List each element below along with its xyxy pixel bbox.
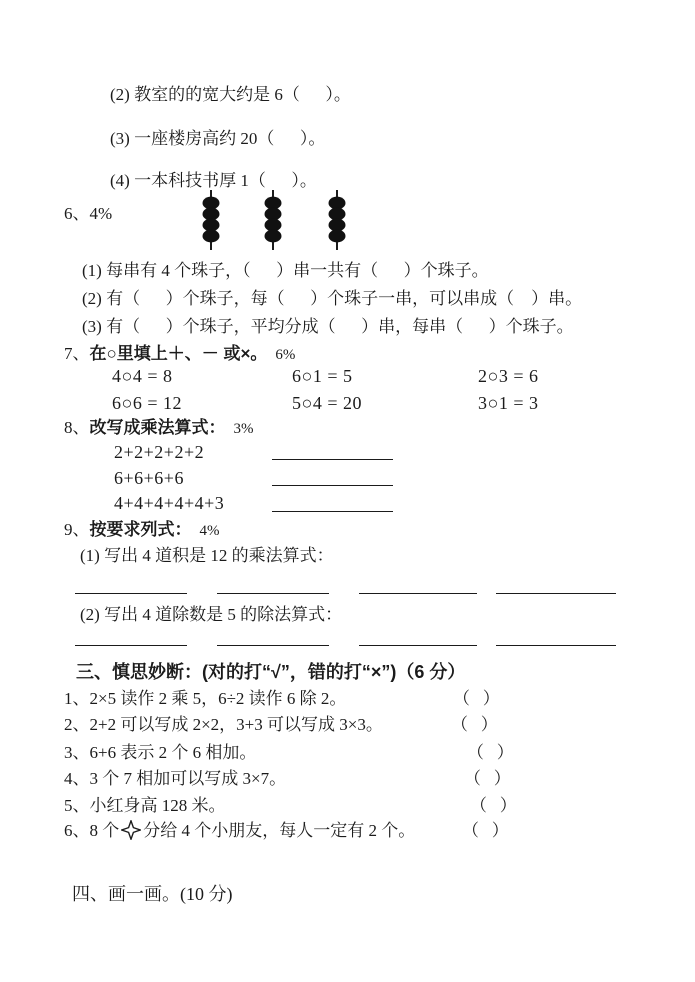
equation: 2○3 = 6 xyxy=(478,366,539,386)
question-9-title: 按要求列式： xyxy=(89,520,192,539)
addition-expression: 6+6+6+6 xyxy=(114,468,184,488)
equation: 5○4 = 20 xyxy=(292,393,363,413)
fill-item-2: (2) 教室的的宽大约是 6（ ）。 xyxy=(110,85,351,104)
bead-string-icon xyxy=(199,190,223,250)
q9-subitem-2: (2) 写出 4 道除数是 5 的除法算式： xyxy=(80,605,343,624)
tf-item-5: 5、小红身高 128 米。 xyxy=(64,796,226,815)
equation: 6○1 = 5 xyxy=(292,366,353,386)
tf-item-6 xyxy=(64,820,415,843)
q6-subitem-3: (3) 有（ ）个珠子，平均分成（ ）串，每串（ ）个珠子。 xyxy=(82,317,574,336)
question-6-label xyxy=(64,203,112,226)
answer-paren: （ ） xyxy=(453,689,500,708)
question-8-score: 3% xyxy=(233,421,254,437)
answer-paren: （ ） xyxy=(451,715,498,734)
answer-paren: （ ） xyxy=(467,743,514,762)
question-6-number: 6、 xyxy=(64,204,90,223)
question-8-heading xyxy=(64,417,254,440)
answer-paren: （ ） xyxy=(464,769,511,788)
question-7-number: 7、 xyxy=(64,344,90,363)
bead-string-icon xyxy=(325,190,349,250)
addition-expression: 2+2+2+2+2 xyxy=(114,442,205,462)
answer-blank-line xyxy=(272,485,393,486)
answer-paren: （ ） xyxy=(470,796,517,815)
q6-subitem-1: (1) 每串有 4 个珠子，（ ）串一共有（ ）个珠子。 xyxy=(82,261,489,280)
question-7-heading xyxy=(64,343,295,366)
question-9-number: 9、 xyxy=(64,520,90,539)
equation: 4○4 = 8 xyxy=(112,366,173,386)
tf-item-4: 4、3 个 7 相加可以写成 3×7。 xyxy=(64,769,287,788)
answer-blank-line xyxy=(272,459,393,460)
tf-item-6-text-before: 6、8 个 xyxy=(64,821,120,840)
bead-string-icon xyxy=(261,190,285,250)
fill-item-3: (3) 一座楼房高约 20（ ）。 xyxy=(110,129,326,148)
question-8-title: 改写成乘法算式： xyxy=(89,418,226,437)
answer-blank-line xyxy=(75,645,187,646)
question-9-score: 4% xyxy=(199,523,220,539)
answer-blank-line xyxy=(359,645,477,646)
question-6-score: 4% xyxy=(89,204,113,223)
tf-item-6-text-after: 分给 4 个小朋友，每人一定有 2 个。 xyxy=(143,821,416,840)
answer-blank-line xyxy=(272,511,393,512)
answer-blank-line xyxy=(496,645,616,646)
tf-item-2: 2、2+2 可以写成 2×2，3+3 可以写成 3×3。 xyxy=(64,715,383,734)
equation: 3○1 = 3 xyxy=(478,393,539,413)
question-7-score: 6% xyxy=(275,347,296,363)
answer-paren: （ ） xyxy=(462,821,509,840)
part3-heading: 三、慎思妙断：(对的打“√”，错的打“×”)（6 分） xyxy=(76,662,466,682)
answer-blank-line xyxy=(496,593,616,594)
four-pointed-star-icon xyxy=(121,820,141,840)
answer-blank-line xyxy=(217,593,329,594)
q9-subitem-1: (1) 写出 4 道积是 12 的乘法算式： xyxy=(80,546,334,565)
part4-heading: 四、画一画。(10 分) xyxy=(72,884,233,904)
fill-item-4: (4) 一本科技书厚 1（ ）。 xyxy=(110,171,317,190)
question-9-heading xyxy=(64,519,220,542)
answer-blank-line xyxy=(217,645,329,646)
addition-expression: 4+4+4+4+4+3 xyxy=(114,493,225,513)
tf-item-1: 1、2×5 读作 2 乘 5，6÷2 读作 6 除 2。 xyxy=(64,689,347,708)
question-8-number: 8、 xyxy=(64,418,90,437)
equation: 6○6 = 12 xyxy=(112,393,183,413)
answer-blank-line xyxy=(359,593,477,594)
answer-blank-line xyxy=(75,593,187,594)
question-7-title: 在○里填上＋、－ 或×。 xyxy=(89,344,268,363)
tf-item-3: 3、6+6 表示 2 个 6 相加。 xyxy=(64,743,257,762)
q6-subitem-2: (2) 有（ ）个珠子，每（ ）个珠子一串，可以串成（ ）串。 xyxy=(82,289,583,308)
